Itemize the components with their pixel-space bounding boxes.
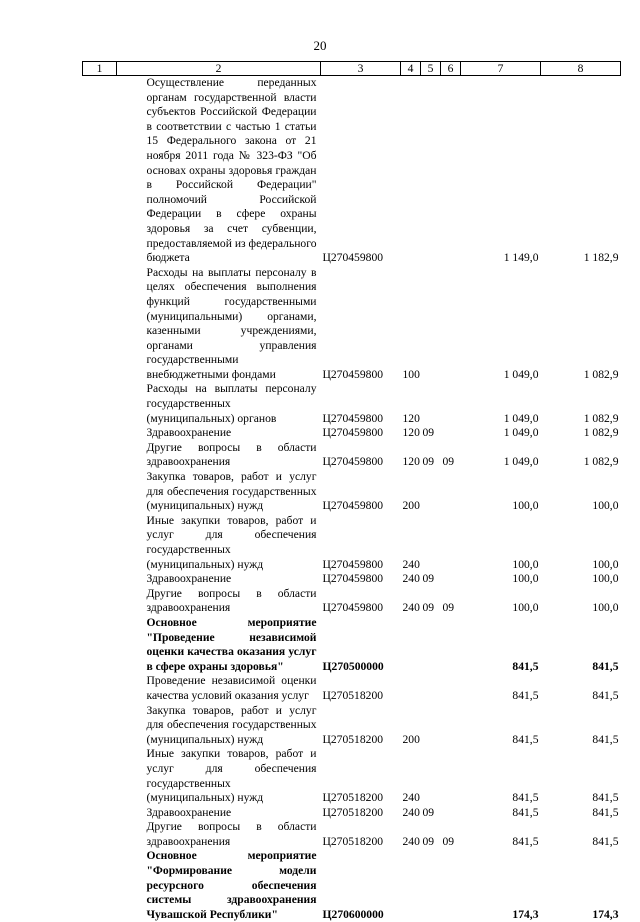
col-1-cell	[83, 806, 117, 821]
amount-year-2: 100,0	[541, 514, 621, 572]
expense-type-code	[401, 616, 421, 674]
table-row	[83, 572, 621, 587]
amount-year-1: 1 049,0	[461, 382, 541, 426]
amount-year-2: 1 082,9	[541, 382, 621, 426]
col-1-cell	[83, 587, 117, 616]
section-code: 09	[421, 572, 441, 587]
table-row	[83, 849, 621, 922]
header-row	[83, 62, 621, 76]
amount-year-1: 1 049,0	[461, 441, 541, 470]
section-code	[421, 514, 441, 572]
item-name: Расходы на выплаты персоналу государственных (муниципальных) органов	[117, 382, 321, 426]
subsection-code	[441, 616, 461, 674]
table-row	[83, 266, 621, 383]
table-body	[83, 76, 621, 922]
col-1-cell	[83, 616, 117, 674]
section-code	[421, 470, 441, 514]
section-code: 09	[421, 820, 441, 849]
item-name: Иные закупки товаров, работ и услуг для обеспечения государственных (муниципальных) нужд	[117, 514, 321, 572]
amount-year-2: 841,5	[541, 616, 621, 674]
header-col-4: 4	[401, 62, 421, 76]
amount-year-2: 841,5	[541, 747, 621, 805]
table-row	[83, 470, 621, 514]
target-article-code: Ц270459800	[321, 266, 401, 383]
subsection-code	[441, 426, 461, 441]
subsection-code	[441, 849, 461, 922]
expense-type-code: 200	[401, 704, 421, 748]
amount-year-1: 100,0	[461, 587, 541, 616]
item-name: Другие вопросы в области здравоохранения	[117, 820, 321, 849]
expense-type-code: 240	[401, 820, 421, 849]
header-col-6: 6	[441, 62, 461, 76]
amount-year-2: 100,0	[541, 587, 621, 616]
page-number: 20	[0, 38, 640, 54]
amount-year-2: 100,0	[541, 572, 621, 587]
target-article-code: Ц270459800	[321, 382, 401, 426]
target-article-code: Ц270600000	[321, 849, 401, 922]
table-row	[83, 587, 621, 616]
header-col-7: 7	[461, 62, 541, 76]
expense-type-code: 240	[401, 806, 421, 821]
table-row	[83, 674, 621, 703]
amount-year-1: 174,3	[461, 849, 541, 922]
item-name: Осуществление переданных органам государственной власти субъектов Российской Федерации в соответствии с частью 1 статьи 15 Федерального закона от 21 ноября 2011 года № 323-ФЗ "Об основах охраны здоровья граждан в Российской Федерации" полномочий Российской Федерации в сфере охраны здоровья за счет субвенции, предоставляемой из федерального бюджета	[117, 76, 321, 266]
item-name: Проведение независимой оценки качества условий оказания услуг	[117, 674, 321, 703]
table-row	[83, 704, 621, 748]
amount-year-1: 841,5	[461, 704, 541, 748]
table-row	[83, 426, 621, 441]
expense-type-code: 120	[401, 382, 421, 426]
expense-type-code: 240	[401, 514, 421, 572]
item-name: Другие вопросы в области здравоохранения	[117, 587, 321, 616]
item-name: Основное мероприятие "Проведение независимой оценки качества оказания услуг в сфере охраны здоровья"	[117, 616, 321, 674]
target-article-code: Ц270518200	[321, 820, 401, 849]
section-code	[421, 76, 441, 266]
table-row	[83, 514, 621, 572]
section-code	[421, 704, 441, 748]
expense-type-code	[401, 76, 421, 266]
section-code	[421, 616, 441, 674]
amount-year-2: 174,3	[541, 849, 621, 922]
header-col-1: 1	[83, 62, 117, 76]
subsection-code	[441, 704, 461, 748]
expense-type-code: 240	[401, 747, 421, 805]
amount-year-2: 841,5	[541, 806, 621, 821]
subsection-code	[441, 266, 461, 383]
subsection-code	[441, 572, 461, 587]
amount-year-2: 841,5	[541, 704, 621, 748]
amount-year-1: 100,0	[461, 470, 541, 514]
target-article-code: Ц270459800	[321, 572, 401, 587]
amount-year-1: 841,5	[461, 674, 541, 703]
target-article-code: Ц270518200	[321, 674, 401, 703]
amount-year-2: 100,0	[541, 470, 621, 514]
expense-type-code: 240	[401, 587, 421, 616]
subsection-code	[441, 470, 461, 514]
target-article-code: Ц270459800	[321, 426, 401, 441]
expense-type-code: 100	[401, 266, 421, 383]
subsection-code: 09	[441, 441, 461, 470]
section-code	[421, 849, 441, 922]
col-1-cell	[83, 704, 117, 748]
target-article-code: Ц270518200	[321, 747, 401, 805]
section-code	[421, 674, 441, 703]
item-name: Здравоохранение	[117, 572, 321, 587]
expense-type-code: 120	[401, 441, 421, 470]
target-article-code: Ц270500000	[321, 616, 401, 674]
col-1-cell	[83, 470, 117, 514]
amount-year-1: 100,0	[461, 572, 541, 587]
item-name: Расходы на выплаты персоналу в целях обеспечения выполнения функций государственными (муниципальными) органами, казенными учреждениями, органами управления государственными внебюджетными фондами	[117, 266, 321, 383]
header-col-8: 8	[541, 62, 621, 76]
amount-year-1: 1 049,0	[461, 266, 541, 383]
target-article-code: Ц270459800	[321, 470, 401, 514]
amount-year-2: 1 082,9	[541, 426, 621, 441]
amount-year-2: 841,5	[541, 820, 621, 849]
table-row	[83, 76, 621, 266]
section-code	[421, 382, 441, 426]
target-article-code: Ц270518200	[321, 806, 401, 821]
item-name: Основное мероприятие "Формирование модели ресурсного обеспечения системы здравоохранения Чувашской Республики"	[117, 849, 321, 922]
subsection-code	[441, 806, 461, 821]
target-article-code: Ц270459800	[321, 441, 401, 470]
amount-year-1: 841,5	[461, 747, 541, 805]
section-code	[421, 747, 441, 805]
subsection-code	[441, 382, 461, 426]
item-name: Здравоохранение	[117, 806, 321, 821]
table-row	[83, 806, 621, 821]
table-row	[83, 441, 621, 470]
subsection-code	[441, 514, 461, 572]
target-article-code: Ц270459800	[321, 514, 401, 572]
subsection-code	[441, 674, 461, 703]
expense-type-code: 240	[401, 572, 421, 587]
amount-year-1: 841,5	[461, 616, 541, 674]
section-code: 09	[421, 806, 441, 821]
col-1-cell	[83, 820, 117, 849]
col-1-cell	[83, 382, 117, 426]
col-1-cell	[83, 266, 117, 383]
item-name: Иные закупки товаров, работ и услуг для обеспечения государственных (муниципальных) нужд	[117, 747, 321, 805]
section-code: 09	[421, 587, 441, 616]
target-article-code: Ц270518200	[321, 704, 401, 748]
col-1-cell	[83, 426, 117, 441]
section-code: 09	[421, 441, 441, 470]
amount-year-2: 1 082,9	[541, 441, 621, 470]
table-row	[83, 820, 621, 849]
header-col-2: 2	[117, 62, 321, 76]
table-row	[83, 616, 621, 674]
subsection-code	[441, 76, 461, 266]
expense-type-code: 200	[401, 470, 421, 514]
item-name: Другие вопросы в области здравоохранения	[117, 441, 321, 470]
amount-year-1: 841,5	[461, 820, 541, 849]
amount-year-1: 841,5	[461, 806, 541, 821]
col-1-cell	[83, 572, 117, 587]
amount-year-2: 1 082,9	[541, 266, 621, 383]
col-1-cell	[83, 747, 117, 805]
col-1-cell	[83, 76, 117, 266]
amount-year-2: 1 182,9	[541, 76, 621, 266]
col-1-cell	[83, 514, 117, 572]
table-row	[83, 382, 621, 426]
col-1-cell	[83, 849, 117, 922]
col-1-cell	[83, 674, 117, 703]
item-name: Здравоохранение	[117, 426, 321, 441]
header-col-3: 3	[321, 62, 401, 76]
amount-year-1: 1 049,0	[461, 426, 541, 441]
subsection-code	[441, 747, 461, 805]
table-row	[83, 747, 621, 805]
header-col-5: 5	[421, 62, 441, 76]
subsection-code: 09	[441, 820, 461, 849]
item-name: Закупка товаров, работ и услуг для обеспечения государственных (муниципальных) нужд	[117, 470, 321, 514]
target-article-code: Ц270459800	[321, 76, 401, 266]
expense-type-code	[401, 849, 421, 922]
expense-type-code: 120	[401, 426, 421, 441]
target-article-code: Ц270459800	[321, 587, 401, 616]
item-name: Закупка товаров, работ и услуг для обеспечения государственных (муниципальных) нужд	[117, 704, 321, 748]
amount-year-1: 1 149,0	[461, 76, 541, 266]
section-code	[421, 266, 441, 383]
col-1-cell	[83, 441, 117, 470]
amount-year-1: 100,0	[461, 514, 541, 572]
section-code: 09	[421, 426, 441, 441]
budget-table	[82, 61, 621, 922]
amount-year-2: 841,5	[541, 674, 621, 703]
expense-type-code	[401, 674, 421, 703]
subsection-code: 09	[441, 587, 461, 616]
